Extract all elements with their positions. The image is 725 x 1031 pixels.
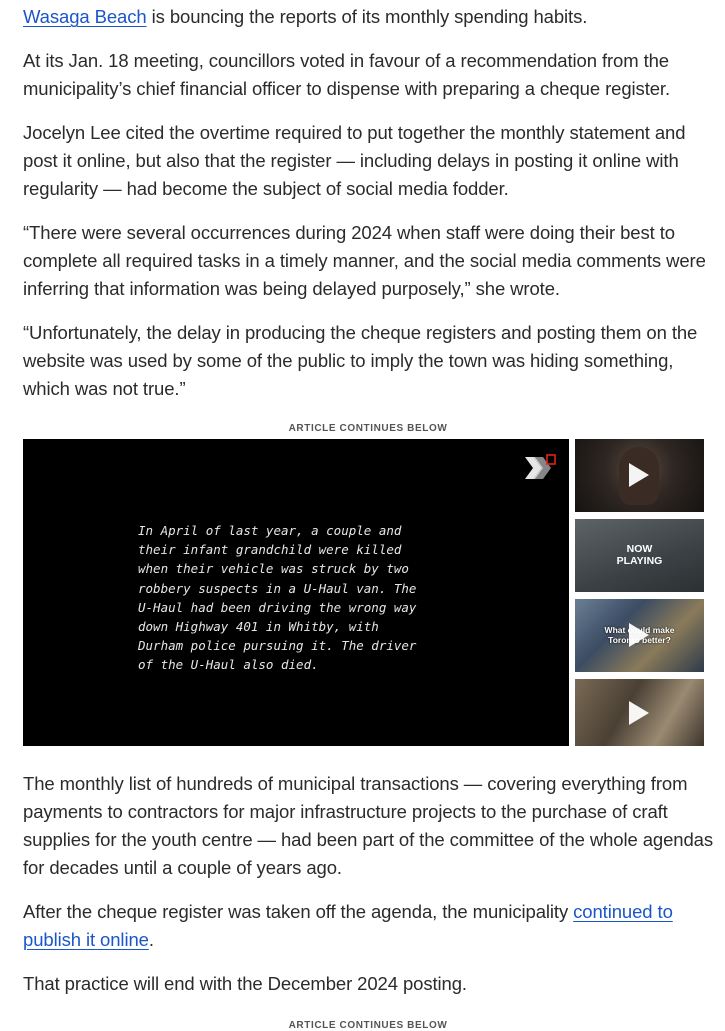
player-logo-icon[interactable] bbox=[523, 453, 557, 483]
paragraph-1 bbox=[23, 3, 713, 31]
paragraph-1-text: is bouncing the reports of its monthly spending habits. bbox=[146, 6, 588, 27]
playlist-thumb-now-playing[interactable] bbox=[575, 519, 704, 592]
video-caption: In April of last year, a couple and their infant grandchild were killed when their vehicle was struck by two robbery suspects in a U-Haul van. The U-Haul had been driving the wrong way down Highway 401 in Whitby, with Durham police pursuing it. The driver of the U-Haul also died. bbox=[138, 523, 417, 673]
play-icon bbox=[629, 463, 649, 487]
paragraph-2: At its Jan. 18 meeting, councillors voted in favour of a recommendation from the municipality’s chief financial officer to dispense with preparing a cheque register. bbox=[23, 50, 671, 99]
paragraph-7-text: After the cheque register was taken off the agenda, the municipality bbox=[23, 901, 574, 922]
paragraph-4: “There were several occurrences during 2024 when staff were doing their best to complete all required tasks in a timely manner, and the social media comments were inferring that information was being delayed purposely,” she wrote. bbox=[23, 222, 706, 299]
thumb-3-caption: What could make Toronto better? bbox=[604, 625, 675, 645]
article-continues-label-2: ARTICLE CONTINUES BELOW bbox=[288, 1020, 448, 1031]
playlist-thumb-1[interactable] bbox=[575, 439, 704, 512]
continued-to-publish-link[interactable]: continued to publish it online bbox=[23, 901, 673, 950]
wasaga-beach-link[interactable]: Wasaga Beach bbox=[23, 6, 147, 27]
playlist-thumb-3[interactable] bbox=[575, 599, 704, 672]
paragraph-7-end: . bbox=[148, 929, 154, 950]
paragraph-7 bbox=[23, 898, 713, 954]
article-continues-label: ARTICLE CONTINUES BELOW bbox=[288, 423, 448, 434]
video-player[interactable] bbox=[23, 439, 569, 746]
paragraph-8: That practice will end with the December 2024 posting. bbox=[23, 973, 467, 994]
paragraph-5: “Unfortunately, the delay in producing the cheque registers and posting them on the website was used by some of the public to imply the town was hiding something, which was not true.” bbox=[23, 322, 698, 399]
play-icon bbox=[629, 701, 649, 725]
paragraph-6: The monthly list of hundreds of municipal transactions — covering everything from payments to contractors for major infrastructure projects to the purchase of craft supplies for the youth centre — had been part of the committee of the whole agendas for decades until a couple of years ago. bbox=[23, 773, 713, 878]
play-icon bbox=[629, 623, 649, 647]
playlist-thumb-4[interactable] bbox=[575, 679, 704, 746]
paragraph-3: Jocelyn Lee cited the overtime required to put together the monthly statement and post it online, but also that the register — including delays in posting it online with regularity — had become the subject of social media fodder. bbox=[23, 122, 686, 199]
now-playing-label: NOW PLAYING bbox=[616, 543, 663, 567]
